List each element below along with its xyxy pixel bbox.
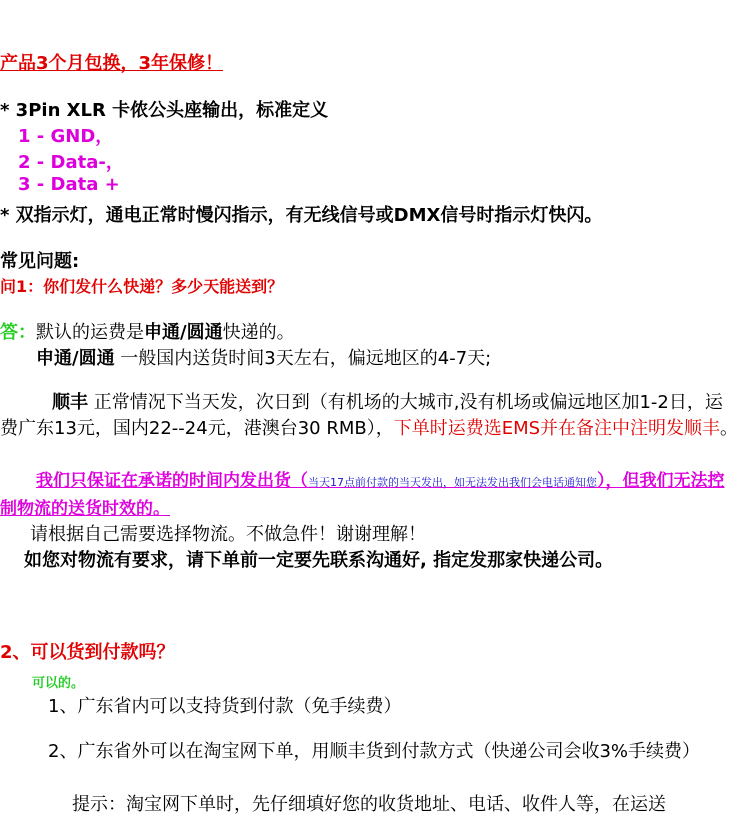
- answer-prefix: 答：: [0, 322, 36, 343]
- faq-question-1: 问1：你们发什么快递？多少天能送到？: [0, 277, 284, 296]
- faq-answer-2: 可以的。: [32, 676, 85, 691]
- xlr-output-spec: * 3Pin XLR 卡侬公头座输出，标准定义: [0, 100, 329, 121]
- pin-2: 2 - Data-，: [18, 152, 124, 173]
- promise-text: 我们只保证在承诺的时间内发出货（: [36, 471, 308, 491]
- pin-3: 3 - Data +: [18, 174, 120, 195]
- sf-delivery-text: 正常情况下当天发，次日到（有机场的大城市,没有机场或偏远地区加1-2日，运费广东13元，国内22--24元，港澳台30 RMB），: [0, 392, 723, 439]
- answer-text: 默认的运费是: [36, 322, 144, 343]
- promise-text-end: ），但我们无法控制物流的送货时效的。: [0, 471, 725, 519]
- contact-before-order-note: 如您对物流有要求，请下单前一定要先联系沟通好, 指定发那家快递公司。: [24, 550, 614, 571]
- order-tip: 提示：淘宝网下单时，先仔细填好您的收货地址、电话、收件人等，在运送: [72, 794, 666, 815]
- sf-order-note: 下单时运费选EMS并在备注中注明发顺丰: [393, 418, 721, 439]
- sf-delivery-paragraph: [0, 390, 740, 442]
- sto-delivery-text: 一般国内送货时间3天左右，偏远地区的4-7天;: [114, 348, 492, 369]
- sto-delivery-line: [36, 344, 491, 370]
- cod-outside-guangdong: 2、广东省外可以在淘宝网下单，用顺丰货到付款方式（快递公司会收3%手续费）: [48, 741, 701, 762]
- faq-heading: 常见问题:: [0, 251, 80, 272]
- answer-text-end: 快递的。: [222, 322, 295, 343]
- sto-label: 申通/圆通: [36, 348, 115, 369]
- choose-logistics-note: 请根据自己需要选择物流。不做急件！谢谢理解！: [30, 524, 426, 545]
- sf-end: 。: [720, 418, 739, 439]
- default-carrier: 申通/圆通: [144, 322, 223, 343]
- answer-1-line: [0, 318, 295, 344]
- cod-guangdong: 1、广东省内可以支持货到付款（免手续费）: [48, 696, 402, 717]
- shipping-promise: [0, 468, 740, 522]
- pin-1: 1 - GND，: [18, 126, 114, 147]
- warranty-notice: 产品3个月包换，3年保修！: [0, 53, 224, 74]
- indicator-spec: * 双指示灯，通电正常时慢闪指示，有无线信号或DMX信号时指示灯快闪。: [0, 205, 603, 226]
- faq-question-2: 2、可以货到付款吗？: [0, 642, 175, 663]
- promise-detail: 当天17点前付款的当天发出，如无法发出我们会电话通知您: [308, 476, 597, 489]
- sf-label: 顺丰: [52, 392, 88, 413]
